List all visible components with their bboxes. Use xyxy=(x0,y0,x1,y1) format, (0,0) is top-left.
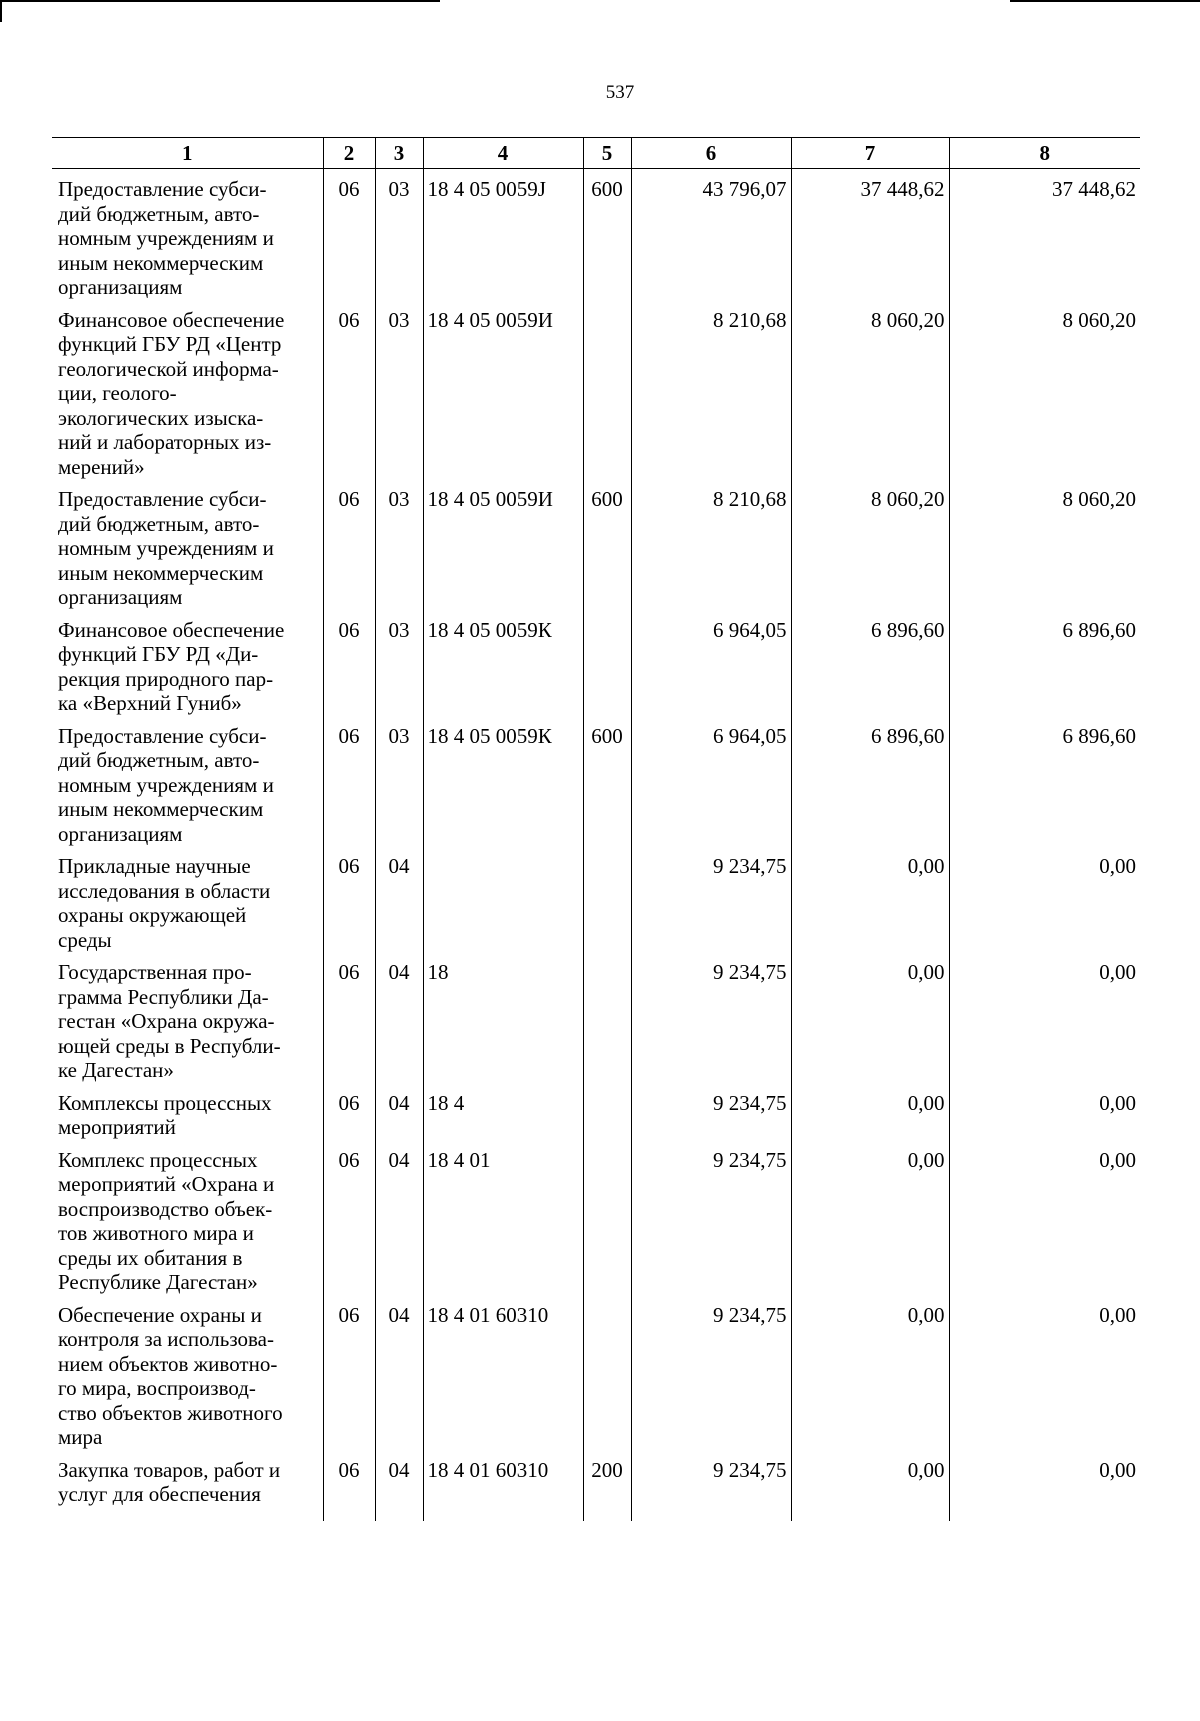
table-row xyxy=(52,1140,1140,1295)
item-name-line: геологической информа- xyxy=(58,356,279,381)
item-name-line: Республике Дагестан» xyxy=(58,1270,258,1294)
column-header: 2 xyxy=(323,138,375,169)
amount-col6-cell: 9 234,75 xyxy=(631,952,791,1083)
amount-col8-cell: 0,00 xyxy=(949,1083,1140,1140)
amount-col8-cell: 8 060,20 xyxy=(949,300,1140,480)
expense-type-cell xyxy=(583,846,631,952)
table-row xyxy=(52,479,1140,610)
item-name-line: номным учреждениям и xyxy=(58,772,274,797)
item-name-cell xyxy=(52,1083,323,1140)
subsection-code-cell: 03 xyxy=(375,300,423,480)
column-header: 3 xyxy=(375,138,423,169)
scan-border-top-right xyxy=(1010,0,1200,2)
item-name-line: мероприятий «Охрана и xyxy=(58,1172,275,1196)
section-code-cell: 06 xyxy=(323,479,375,610)
table-row xyxy=(52,1295,1140,1450)
subsection-code-cell: 04 xyxy=(375,846,423,952)
amount-col8-cell: 0,00 xyxy=(949,1295,1140,1450)
item-name-line: Закупка товаров, работ и xyxy=(58,1457,281,1482)
item-name-line: экологических изыска- xyxy=(58,405,264,430)
target-article-cell: 18 xyxy=(423,952,583,1083)
item-name-line: Финансовое обеспечение xyxy=(58,617,285,642)
header-row xyxy=(52,138,1140,169)
amount-col7-cell: 0,00 xyxy=(791,1083,949,1140)
item-name-line: Комплекс процессных xyxy=(58,1147,258,1172)
item-name-line: Прикладные научные xyxy=(58,854,251,878)
item-name-cell xyxy=(52,300,323,480)
section-code-cell: 06 xyxy=(323,716,375,847)
section-code-cell: 06 xyxy=(323,610,375,716)
item-name-line: Финансовое обеспечение xyxy=(58,307,285,332)
item-name-line: Предоставление субси- xyxy=(58,177,267,201)
item-name-line: ство объектов животного xyxy=(58,1400,283,1425)
column-header: 1 xyxy=(52,138,323,169)
amount-col7-cell: 8 060,20 xyxy=(791,300,949,480)
table-row xyxy=(52,1083,1140,1140)
amount-col6-cell: 9 234,75 xyxy=(631,846,791,952)
item-name-line: грамма Республики Да- xyxy=(58,984,269,1009)
expense-type-cell xyxy=(583,1295,631,1450)
amount-col8-cell: 0,00 xyxy=(949,846,1140,952)
item-name-line: ка «Верхний Гуниб» xyxy=(58,691,242,715)
table-row xyxy=(52,610,1140,716)
item-name-line: ющей среды в Республи- xyxy=(58,1033,281,1058)
amount-col7-cell: 0,00 xyxy=(791,952,949,1083)
item-name-line: мира xyxy=(58,1425,103,1449)
item-name-line: ний и лабораторных из- xyxy=(58,430,272,454)
expense-type-cell xyxy=(583,1083,631,1140)
amount-col6-cell: 9 234,75 xyxy=(631,1295,791,1450)
section-code-cell: 06 xyxy=(323,1140,375,1295)
item-name-line: го мира, воспроизвод- xyxy=(58,1376,256,1400)
target-article-cell xyxy=(423,846,583,952)
expense-type-cell: 600 xyxy=(583,716,631,847)
section-code-cell: 06 xyxy=(323,1450,375,1521)
expense-type-cell xyxy=(583,1140,631,1295)
item-name-cell xyxy=(52,846,323,952)
subsection-code-cell: 04 xyxy=(375,1295,423,1450)
amount-col8-cell: 0,00 xyxy=(949,1450,1140,1521)
expense-type-cell xyxy=(583,952,631,1083)
amount-col6-cell: 6 964,05 xyxy=(631,610,791,716)
target-article-cell: 18 4 05 0059J xyxy=(423,169,583,300)
subsection-code-cell: 03 xyxy=(375,479,423,610)
section-code-cell: 06 xyxy=(323,169,375,300)
section-code-cell: 06 xyxy=(323,300,375,480)
amount-col6-cell: 6 964,05 xyxy=(631,716,791,847)
target-article-cell: 18 4 01 60310 xyxy=(423,1295,583,1450)
amount-col7-cell: 0,00 xyxy=(791,846,949,952)
item-name-line: иным некоммерческим xyxy=(58,250,264,275)
amount-col6-cell: 9 234,75 xyxy=(631,1083,791,1140)
item-name-line: организациям xyxy=(58,585,183,609)
target-article-cell: 18 4 05 0059К xyxy=(423,716,583,847)
item-name-cell xyxy=(52,479,323,610)
subsection-code-cell: 04 xyxy=(375,1450,423,1521)
item-name-line: номным учреждениям и xyxy=(58,226,274,250)
amount-col8-cell: 8 060,20 xyxy=(949,479,1140,610)
amount-col7-cell: 0,00 xyxy=(791,1450,949,1521)
item-name-cell xyxy=(52,1140,323,1295)
subsection-code-cell: 03 xyxy=(375,716,423,847)
scan-border-top xyxy=(0,0,440,2)
item-name-line: нием объектов животно- xyxy=(58,1351,278,1376)
item-name-cell xyxy=(52,716,323,847)
target-article-cell: 18 4 05 0059И xyxy=(423,300,583,480)
section-code-cell: 06 xyxy=(323,1083,375,1140)
section-code-cell: 06 xyxy=(323,846,375,952)
amount-col8-cell: 0,00 xyxy=(949,1140,1140,1295)
column-header: 4 xyxy=(423,138,583,169)
item-name-line: дий бюджетным, авто- xyxy=(58,201,260,226)
table-row xyxy=(52,716,1140,847)
target-article-cell: 18 4 01 60310 xyxy=(423,1450,583,1521)
amount-col7-cell: 0,00 xyxy=(791,1140,949,1295)
item-name-cell xyxy=(52,1295,323,1450)
item-name-line: Обеспечение охраны и xyxy=(58,1302,262,1327)
expense-type-cell: 600 xyxy=(583,479,631,610)
section-code-cell: 06 xyxy=(323,1295,375,1450)
item-name-line: дий бюджетным, авто- xyxy=(58,511,260,536)
item-name-line: контроля за использова- xyxy=(58,1327,274,1351)
amount-col8-cell: 37 448,62 xyxy=(949,169,1140,300)
amount-col7-cell: 6 896,60 xyxy=(791,716,949,847)
item-name-line: мерений» xyxy=(58,454,145,479)
amount-col6-cell: 8 210,68 xyxy=(631,300,791,480)
table-row xyxy=(52,169,1140,300)
item-name-line: мероприятий xyxy=(58,1115,176,1139)
subsection-code-cell: 04 xyxy=(375,1083,423,1140)
column-header: 7 xyxy=(791,138,949,169)
amount-col7-cell: 0,00 xyxy=(791,1295,949,1450)
item-name-line: Предоставление субси- xyxy=(58,723,267,748)
subsection-code-cell: 03 xyxy=(375,169,423,300)
item-name-cell xyxy=(52,1450,323,1521)
item-name-line: охраны окружающей xyxy=(58,903,247,927)
amount-col8-cell: 6 896,60 xyxy=(949,610,1140,716)
amount-col7-cell: 8 060,20 xyxy=(791,479,949,610)
target-article-cell: 18 4 01 xyxy=(423,1140,583,1295)
target-article-cell: 18 4 05 0059И xyxy=(423,479,583,610)
amount-col7-cell: 6 896,60 xyxy=(791,610,949,716)
subsection-code-cell: 03 xyxy=(375,610,423,716)
page-number: 537 xyxy=(605,82,635,103)
column-header: 6 xyxy=(631,138,791,169)
column-header: 5 xyxy=(583,138,631,169)
amount-col8-cell: 0,00 xyxy=(949,952,1140,1083)
subsection-code-cell: 04 xyxy=(375,1140,423,1295)
amount-col8-cell: 6 896,60 xyxy=(949,716,1140,847)
item-name-line: ке Дагестан» xyxy=(58,1058,174,1082)
table-row xyxy=(52,300,1140,480)
item-name-line: услуг для обеспечения xyxy=(58,1482,261,1506)
item-name-line: воспроизводство объек- xyxy=(58,1196,273,1221)
target-article-cell: 18 4 05 0059К xyxy=(423,610,583,716)
amount-col6-cell: 43 796,07 xyxy=(631,169,791,300)
column-header: 8 xyxy=(949,138,1140,169)
amount-col6-cell: 9 234,75 xyxy=(631,1450,791,1521)
item-name-line: иным некоммерческим xyxy=(58,797,264,821)
item-name-line: Предоставление субси- xyxy=(58,487,267,511)
table-row xyxy=(52,846,1140,952)
item-name-line: дий бюджетным, авто- xyxy=(58,748,260,772)
expense-type-cell: 200 xyxy=(583,1450,631,1521)
budget-table xyxy=(52,137,1140,1521)
scan-border-left xyxy=(0,0,2,22)
item-name-line: среды их обитания в xyxy=(58,1245,243,1270)
amount-col6-cell: 9 234,75 xyxy=(631,1140,791,1295)
section-code-cell: 06 xyxy=(323,952,375,1083)
item-name-line: номным учреждениям и xyxy=(58,536,274,560)
item-name-line: ции, геолого- xyxy=(58,381,177,405)
amount-col6-cell: 8 210,68 xyxy=(631,479,791,610)
item-name-line: среды xyxy=(58,927,112,952)
item-name-line: функций ГБУ РД «Ди- xyxy=(58,642,259,666)
amount-col7-cell: 37 448,62 xyxy=(791,169,949,300)
item-name-line: Комплексы процессных xyxy=(58,1090,272,1115)
item-name-line: иным некоммерческим xyxy=(58,560,264,585)
item-name-cell xyxy=(52,952,323,1083)
item-name-line: гестан «Охрана окружа- xyxy=(58,1009,275,1033)
target-article-cell: 18 4 xyxy=(423,1083,583,1140)
item-name-line: организациям xyxy=(58,821,183,846)
table-row xyxy=(52,952,1140,1083)
item-name-cell xyxy=(52,169,323,300)
item-name-cell xyxy=(52,610,323,716)
item-name-line: исследования в области xyxy=(58,878,271,903)
item-name-line: организациям xyxy=(58,275,183,299)
item-name-line: рекция природного пар- xyxy=(58,666,274,691)
item-name-line: функций ГБУ РД «Центр xyxy=(58,332,282,356)
subsection-code-cell: 04 xyxy=(375,952,423,1083)
table-row xyxy=(52,1450,1140,1521)
expense-type-cell xyxy=(583,610,631,716)
expense-type-cell xyxy=(583,300,631,480)
expense-type-cell: 600 xyxy=(583,169,631,300)
item-name-line: Государственная про- xyxy=(58,960,252,984)
item-name-line: тов животного мира и xyxy=(58,1221,254,1245)
